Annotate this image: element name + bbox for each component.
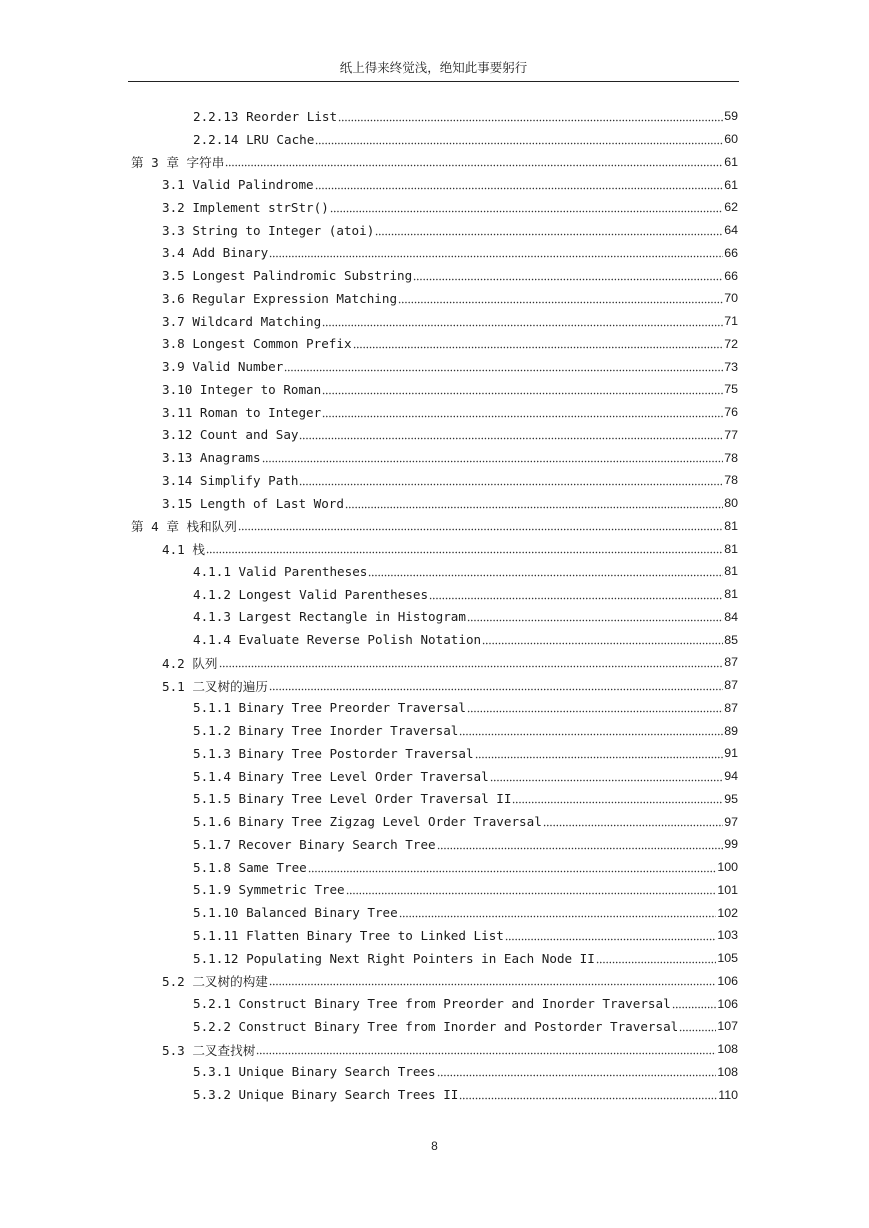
- toc-entry[interactable]: [193, 128, 738, 151]
- toc-dot-leader: [269, 681, 723, 694]
- toc-entry-title: 5.1.1 Binary Tree Preorder Traversal: [193, 700, 466, 716]
- toc-entry[interactable]: [162, 219, 738, 242]
- toc-dot-leader: [482, 635, 723, 648]
- toc-entry-title: 5.1.8 Same Tree: [193, 859, 307, 875]
- toc-entry-title: 3.13 Anagrams: [162, 450, 261, 466]
- toc-entry-title: 3.8 Longest Common Prefix: [162, 336, 352, 352]
- toc-entry[interactable]: [162, 970, 738, 993]
- toc-dot-leader: [467, 613, 723, 626]
- toc-entry-page: 78: [724, 473, 738, 488]
- toc-entry-page: 78: [724, 450, 738, 465]
- toc-entry-page: 87: [724, 678, 738, 693]
- toc-entry[interactable]: [162, 446, 738, 469]
- toc-entry-title: 3.11 Roman to Integer: [162, 404, 322, 420]
- toc-entry-title: 4.1.1 Valid Parentheses: [193, 563, 368, 579]
- toc-dot-leader: [322, 385, 723, 398]
- toc-entry-page: 89: [724, 723, 738, 738]
- toc-entry-page: 81: [724, 518, 738, 533]
- toc-dot-leader: [475, 749, 724, 762]
- toc-entry-page: 59: [724, 109, 738, 124]
- toc-dot-leader: [269, 977, 716, 990]
- toc-entry-title: 4.1.2 Longest Valid Parentheses: [193, 586, 429, 602]
- toc-entry[interactable]: [162, 310, 738, 333]
- toc-entry-page: 61: [724, 154, 738, 169]
- toc-entry[interactable]: [193, 856, 738, 879]
- toc-dot-leader: [398, 294, 723, 307]
- toc-entry-page: 87: [724, 700, 738, 715]
- toc-entry-page: 103: [717, 928, 738, 943]
- toc-entry[interactable]: [131, 515, 738, 538]
- toc-entry-page: 106: [717, 996, 738, 1011]
- toc-dot-leader: [679, 1022, 716, 1035]
- toc-entry[interactable]: [193, 901, 738, 924]
- toc-dot-leader: [399, 908, 717, 921]
- toc-entry-page: 66: [724, 268, 738, 283]
- toc-entry[interactable]: [193, 697, 738, 720]
- toc-entry-page: 75: [724, 382, 738, 397]
- toc-entry-page: 102: [717, 905, 738, 920]
- toc-dot-leader: [238, 522, 723, 535]
- toc-dot-leader: [262, 453, 724, 466]
- toc-dot-leader: [346, 886, 717, 899]
- toc-dot-leader: [322, 408, 723, 421]
- toc-entry-title: 5.3.2 Unique Binary Search Trees II: [193, 1087, 459, 1103]
- toc-dot-leader: [459, 1090, 717, 1103]
- toc-dot-leader: [322, 317, 723, 330]
- toc-entry-page: 95: [724, 791, 738, 806]
- toc-entry[interactable]: [193, 583, 738, 606]
- toc-dot-leader: [375, 226, 723, 239]
- toc-entry[interactable]: [162, 173, 738, 196]
- toc-dot-leader: [299, 431, 723, 444]
- toc-entry-page: 84: [724, 609, 738, 624]
- toc-entry[interactable]: [162, 355, 738, 378]
- toc-entry[interactable]: [162, 333, 738, 356]
- toc-entry-title: 3.4 Add Binary: [162, 245, 269, 261]
- toc-entry[interactable]: [162, 196, 738, 219]
- toc-entry-page: 81: [724, 587, 738, 602]
- toc-entry-title: 3.1 Valid Palindrome: [162, 177, 314, 193]
- toc-entry-title: 3.2 Implement strStr(): [162, 199, 329, 215]
- toc-entry-title: 5.3.1 Unique Binary Search Trees: [193, 1064, 436, 1080]
- toc-entry-page: 80: [724, 496, 738, 511]
- toc-dot-leader: [315, 180, 724, 193]
- toc-entry[interactable]: [131, 151, 738, 174]
- toc-dot-leader: [429, 590, 723, 603]
- toc-entry-title: 4.1 栈: [162, 542, 205, 558]
- toc-dot-leader: [206, 544, 723, 557]
- toc-entry-title: 3.10 Integer to Roman: [162, 381, 322, 397]
- toc-entry[interactable]: [193, 924, 738, 947]
- toc-entry-page: 87: [724, 655, 738, 670]
- toc-entry-page: 72: [724, 336, 738, 351]
- toc-dot-leader: [315, 135, 723, 148]
- toc-entry[interactable]: [193, 560, 738, 583]
- toc-entry-page: 77: [724, 427, 738, 442]
- toc-entry[interactable]: [193, 810, 738, 833]
- toc-entry-title: 5.3 二叉查找树: [162, 1042, 256, 1058]
- toc-dot-leader: [596, 954, 716, 967]
- toc-entry-title: 3.3 String to Integer (atoi): [162, 222, 375, 238]
- toc-dot-leader: [437, 840, 724, 853]
- toc-entry-page: 101: [717, 882, 738, 897]
- toc-entry[interactable]: [193, 628, 738, 651]
- toc-entry-title: 5.1.11 Flatten Binary Tree to Linked List: [193, 927, 504, 943]
- toc-entry-title: 5.1.7 Recover Binary Search Tree: [193, 836, 436, 852]
- toc-entry[interactable]: [162, 424, 738, 447]
- toc-entry[interactable]: [193, 879, 738, 902]
- toc-entry-title: 3.12 Count and Say: [162, 427, 299, 443]
- toc-entry-page: 91: [724, 746, 738, 761]
- toc-dot-leader: [269, 249, 723, 262]
- toc-entry-page: 108: [717, 1042, 738, 1057]
- header-divider: [128, 81, 739, 82]
- toc-entry-page: 70: [724, 291, 738, 306]
- toc-entry-title: 5.1.2 Binary Tree Inorder Traversal: [193, 723, 459, 739]
- toc-entry-title: 3.6 Regular Expression Matching: [162, 290, 398, 306]
- toc-entry-title: 第 4 章 栈和队列: [131, 519, 237, 535]
- toc-entry-title: 3.5 Longest Palindromic Substring: [162, 268, 413, 284]
- toc-entry-page: 64: [724, 223, 738, 238]
- toc-entry[interactable]: [193, 788, 738, 811]
- toc-entry[interactable]: [193, 833, 738, 856]
- toc-entry-title: 第 3 章 字符串: [131, 155, 225, 171]
- toc-dot-leader: [459, 726, 723, 739]
- toc-entry-title: 3.9 Valid Number: [162, 359, 284, 375]
- toc-entry[interactable]: [162, 492, 738, 515]
- toc-entry-title: 5.1.4 Binary Tree Level Order Traversal: [193, 768, 489, 784]
- toc-dot-leader: [308, 863, 717, 876]
- toc-entry[interactable]: [162, 537, 738, 560]
- toc-entry-page: 76: [724, 405, 738, 420]
- toc-entry-title: 5.1.3 Binary Tree Postorder Traversal: [193, 745, 474, 761]
- page-number: 8: [431, 1139, 438, 1153]
- toc-entry-page: 107: [717, 1019, 738, 1034]
- toc-entry-page: 60: [724, 132, 738, 147]
- table-of-contents: [0, 105, 869, 1106]
- toc-dot-leader: [512, 795, 723, 808]
- toc-entry[interactable]: [193, 765, 738, 788]
- toc-entry[interactable]: [162, 287, 738, 310]
- toc-entry[interactable]: [193, 1061, 738, 1084]
- toc-dot-leader: [284, 362, 723, 375]
- toc-entry-title: 5.2.1 Construct Binary Tree from Preorder and Inorder Traversal: [193, 996, 671, 1012]
- toc-dot-leader: [345, 499, 723, 512]
- toc-entry-page: 106: [717, 973, 738, 988]
- toc-entry-page: 97: [724, 814, 738, 829]
- toc-entry-title: 3.7 Wildcard Matching: [162, 313, 322, 329]
- toc-dot-leader: [219, 658, 724, 671]
- toc-entry-page: 66: [724, 245, 738, 260]
- toc-entry[interactable]: [193, 1083, 738, 1106]
- toc-entry-title: 3.14 Simplify Path: [162, 472, 299, 488]
- toc-dot-leader: [299, 476, 723, 489]
- toc-entry[interactable]: [162, 401, 738, 424]
- toc-dot-leader: [256, 1045, 716, 1058]
- toc-entry-title: 5.1.6 Binary Tree Zigzag Level Order Traversal: [193, 814, 542, 830]
- toc-entry[interactable]: [162, 469, 738, 492]
- toc-entry-page: 108: [717, 1064, 738, 1079]
- toc-entry-title: 5.1.5 Binary Tree Level Order Traversal II: [193, 791, 512, 807]
- toc-dot-leader: [467, 704, 723, 717]
- toc-dot-leader: [543, 817, 723, 830]
- toc-entry[interactable]: [162, 242, 738, 265]
- toc-dot-leader: [413, 271, 723, 284]
- toc-entry-page: 61: [724, 177, 738, 192]
- toc-entry-page: 62: [724, 200, 738, 215]
- toc-entry-title: 3.15 Length of Last Word: [162, 495, 344, 511]
- toc-entry[interactable]: [193, 992, 738, 1015]
- toc-entry-title: 5.2 二叉树的构建: [162, 974, 268, 990]
- toc-entry[interactable]: [193, 606, 738, 629]
- toc-entry[interactable]: [162, 378, 738, 401]
- toc-entry-page: 81: [724, 541, 738, 556]
- toc-entry-title: 2.2.14 LRU Cache: [193, 131, 315, 147]
- toc-entry-page: 99: [724, 837, 738, 852]
- toc-dot-leader: [338, 112, 723, 125]
- toc-entry-title: 5.1.9 Symmetric Tree: [193, 882, 345, 898]
- toc-entry[interactable]: [162, 1038, 738, 1061]
- toc-entry[interactable]: [162, 651, 738, 674]
- toc-entry[interactable]: [193, 947, 738, 970]
- toc-entry-title: 4.1.4 Evaluate Reverse Polish Notation: [193, 632, 482, 648]
- toc-dot-leader: [225, 158, 723, 171]
- toc-entry-page: 85: [724, 632, 738, 647]
- toc-entry[interactable]: [193, 719, 738, 742]
- toc-entry-page: 81: [724, 564, 738, 579]
- toc-entry[interactable]: [193, 742, 738, 765]
- toc-dot-leader: [353, 340, 724, 353]
- toc-entry-page: 94: [724, 769, 738, 784]
- toc-entry-title: 5.1 二叉树的遍历: [162, 678, 268, 694]
- toc-entry-title: 4.2 队列: [162, 655, 218, 671]
- toc-entry-title: 5.1.12 Populating Next Right Pointers in Each Node II: [193, 950, 595, 966]
- toc-entry-title: 4.1.3 Largest Rectangle in Histogram: [193, 609, 466, 625]
- toc-entry-page: 110: [718, 1087, 738, 1102]
- toc-entry[interactable]: [162, 264, 738, 287]
- toc-entry-page: 105: [717, 951, 738, 966]
- toc-entry-page: 71: [724, 314, 738, 329]
- toc-entry[interactable]: [193, 105, 738, 128]
- toc-dot-leader: [330, 203, 723, 216]
- toc-entry[interactable]: [162, 674, 738, 697]
- toc-entry-title: 5.2.2 Construct Binary Tree from Inorder and Postorder Traversal: [193, 1018, 679, 1034]
- toc-dot-leader: [672, 999, 717, 1012]
- toc-dot-leader: [490, 772, 724, 785]
- toc-entry-title: 5.1.10 Balanced Binary Tree: [193, 905, 398, 921]
- toc-dot-leader: [437, 1068, 717, 1081]
- toc-entry-title: 2.2.13 Reorder List: [193, 108, 338, 124]
- toc-entry-page: 100: [717, 860, 738, 875]
- toc-entry-page: 73: [724, 359, 738, 374]
- toc-entry[interactable]: [193, 1015, 738, 1038]
- page-header: 纸上得来终觉浅，绝知此事要躬行: [339, 60, 528, 75]
- toc-dot-leader: [505, 931, 716, 944]
- toc-dot-leader: [368, 567, 723, 580]
